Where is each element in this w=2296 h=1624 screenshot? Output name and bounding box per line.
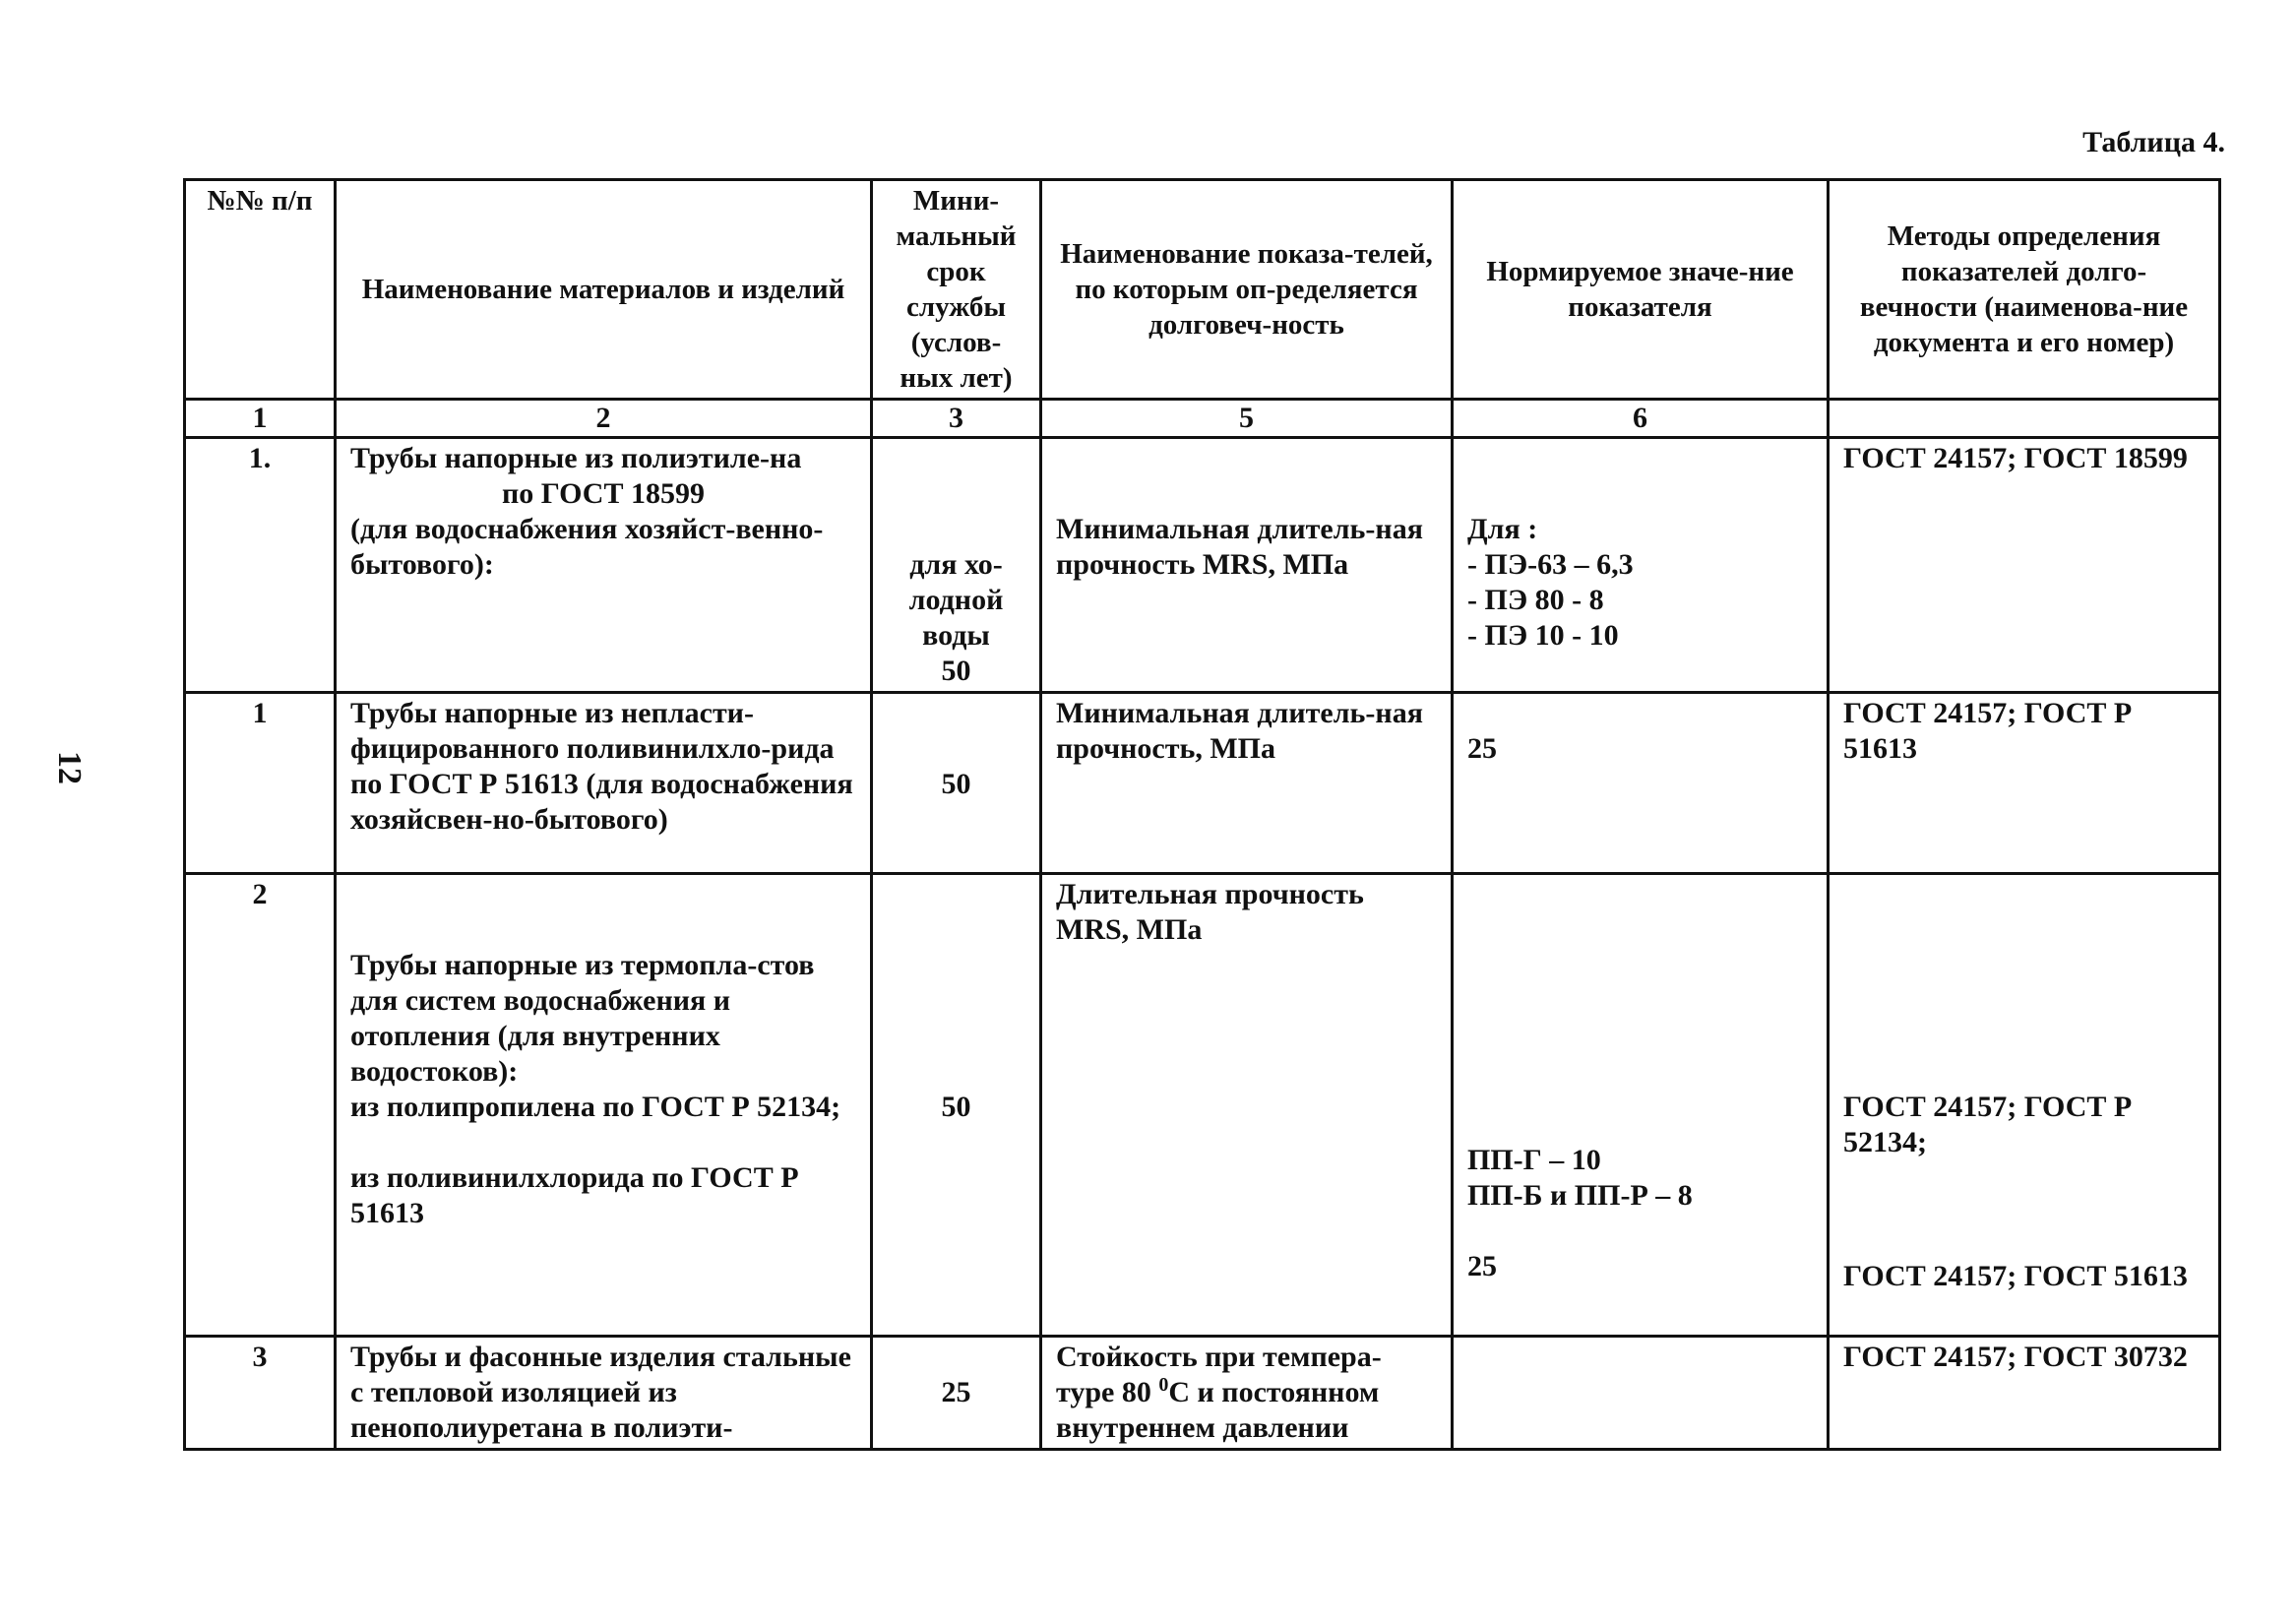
service-life [872,874,1041,1337]
norm-line: Для : [1467,513,1538,545]
service-life-line: 50 [941,655,971,687]
method-line: ГОСТ 24157; ГОСТ Р 52134; [1843,1091,2133,1158]
header-no: №№ п/п [185,180,336,400]
table-row [185,693,2220,874]
table-row [185,438,2220,693]
test-method: ГОСТ 24157; ГОСТ Р 51613 [1829,693,2220,874]
header-indicator: Наименование показа-телей, по которым оп-ределяется долговеч-ность [1041,180,1453,400]
column-number: 3 [872,400,1041,438]
header-name: Наименование материалов и изделий [336,180,872,400]
degree-superscript: 0 [1158,1374,1169,1396]
indicator-name: Минимальная длитель-ная прочность, МПа [1041,693,1453,874]
indicator-text: С и постоянном внутреннем давлении [1056,1376,1380,1444]
material-name-line: Трубы напорные из термопла-стов для систем водоснабжения и отопления (для внутренних водостоков): [350,949,815,1088]
norm-line: - ПЭ 10 - 10 [1467,619,1619,652]
service-life [872,1337,1041,1450]
column-number: 1 [185,400,336,438]
test-method: ГОСТ 24157; ГОСТ 30732 [1829,1337,2220,1450]
row-number: 1 [185,693,336,874]
service-life [872,438,1041,693]
service-life-value: 25 [941,1376,971,1408]
material-name-line: из поливинилхлорида по ГОСТ Р 51613 [350,1161,799,1229]
service-life-line: для хо-лодной воды [908,548,1004,652]
column-number: 2 [336,400,872,438]
service-life-value: 50 [941,768,971,800]
table-row [185,874,2220,1337]
norm-value [1453,1337,1829,1450]
table-row [185,1337,2220,1450]
material-name-line: (для водоснабжения хозяйст-венно-бытового): [350,513,824,581]
material-name-line: по ГОСТ 18599 [501,477,705,510]
norm-line: - ПЭ-63 – 6,3 [1467,548,1634,581]
page-number: 12 [51,751,88,784]
norm-value [1453,874,1829,1337]
method-line: ГОСТ 24157; ГОСТ 51613 [1843,1260,2188,1292]
row-number: 2 [185,874,336,1337]
material-name: Трубы напорные из непласти-фицированного поливинилхло-рида по ГОСТ Р 51613 (для водоснабжения хозяйсвен-но-бытового) [336,693,872,874]
norm-value [1453,438,1829,693]
indicator-text: Стойкость при темпера-туре 80 [1056,1341,1382,1408]
indicator-text: Минимальная длитель-ная прочность MRS, МПа [1056,513,1423,581]
indicator-name [1041,1337,1453,1450]
material-name-line: из полипропилена по ГОСТ Р 52134; [350,1091,841,1123]
row-number: 1. [185,438,336,693]
norm-line: ПП-Г – 10 [1467,1144,1601,1176]
table-caption: Таблица 4. [2082,126,2225,158]
test-method [1829,874,2220,1337]
header-method: Методы определения показателей долго-вечности (наименова-ние документа и его номер) [1829,180,2220,400]
indicator-name [1041,438,1453,693]
material-name: Трубы и фасонные изделия стальные с тепловой изоляцией из пенополиуретана в полиэти- [336,1337,872,1450]
column-number-row [185,400,2220,438]
material-name-line: Трубы напорные из полиэтиле-на [350,442,802,474]
norm-line: 25 [1467,732,1497,765]
material-name [336,438,872,693]
material-name [336,874,872,1337]
norm-value [1453,693,1829,874]
norm-line: ПП-Б и ПП-Р – 8 [1467,1179,1693,1212]
test-method: ГОСТ 24157; ГОСТ 18599 [1829,438,2220,693]
durability-table [183,178,2221,1451]
indicator-name: Длительная прочность MRS, МПа [1041,874,1453,1337]
header-row [185,180,2220,400]
header-life: Мини-мальный срок службы (услов-ных лет) [872,180,1041,400]
column-number: 5 [1041,400,1453,438]
header-norm: Нормируемое значе-ние показателя [1453,180,1829,400]
row-number: 3 [185,1337,336,1450]
norm-line: - ПЭ 80 - 8 [1467,584,1604,616]
service-life-value: 50 [941,1091,971,1123]
column-number: 6 [1453,400,1829,438]
column-number [1829,400,2220,438]
service-life [872,693,1041,874]
norm-line: 25 [1467,1250,1497,1282]
